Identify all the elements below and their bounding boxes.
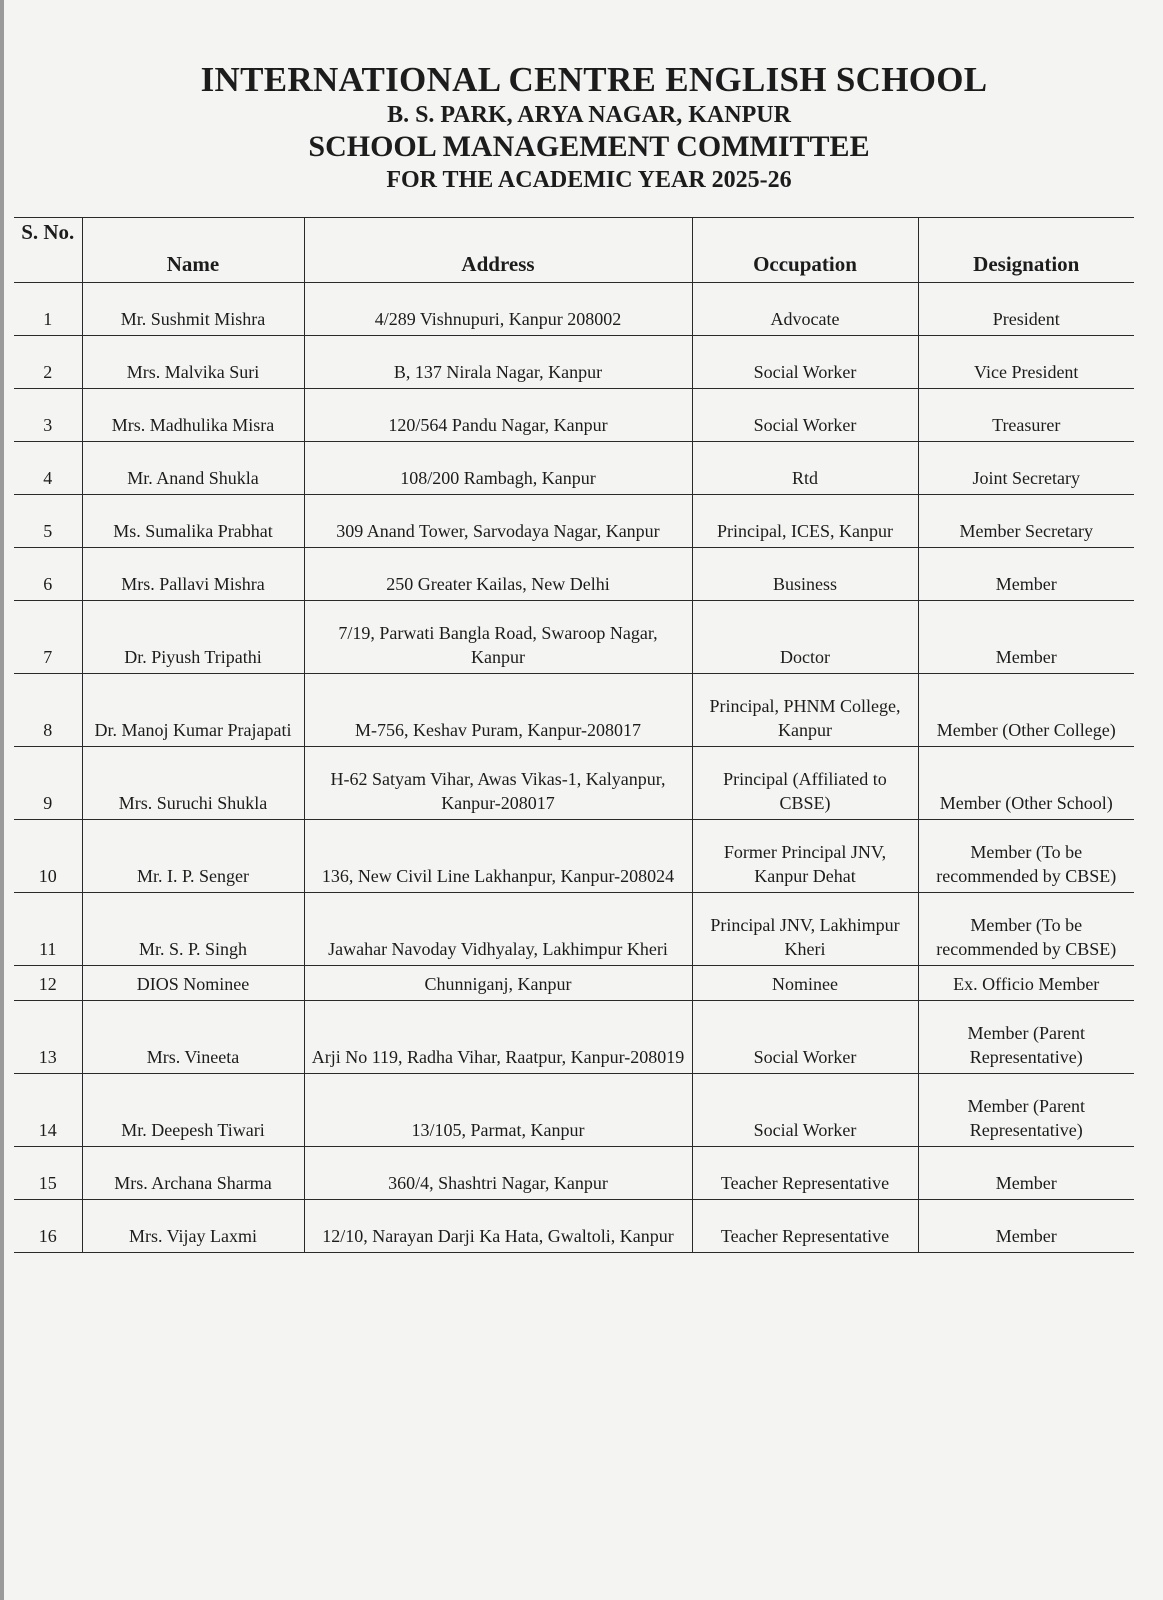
cell-address: 136, New Civil Line Lakhanpur, Kanpur-208024: [304, 820, 692, 893]
table-row: [14, 966, 1134, 1001]
cell-address: 309 Anand Tower, Sarvodaya Nagar, Kanpur: [304, 495, 692, 548]
cell-sno: 4: [14, 442, 82, 495]
cell-occupation: Doctor: [692, 601, 918, 674]
table-row: [14, 820, 1134, 893]
cell-occupation: Principal JNV, Lakhimpur Kheri: [692, 893, 918, 966]
cell-sno: 15: [14, 1147, 82, 1200]
cell-designation: Vice President: [918, 336, 1134, 389]
cell-designation: Member (Other School): [918, 747, 1134, 820]
table-row: [14, 1001, 1134, 1074]
table-row: [14, 336, 1134, 389]
cell-address: 250 Greater Kailas, New Delhi: [304, 548, 692, 601]
cell-address: 120/564 Pandu Nagar, Kanpur: [304, 389, 692, 442]
cell-name: Mr. Anand Shukla: [82, 442, 304, 495]
table-row: [14, 747, 1134, 820]
cell-name: Mrs. Malvika Suri: [82, 336, 304, 389]
school-name: INTERNATIONAL CENTRE ENGLISH SCHOOL: [200, 60, 988, 99]
cell-designation: Member: [918, 548, 1134, 601]
cell-sno: 9: [14, 747, 82, 820]
table-row: [14, 893, 1134, 966]
cell-address: 13/105, Parmat, Kanpur: [304, 1074, 692, 1147]
cell-occupation: Principal, PHNM College, Kanpur: [692, 674, 918, 747]
cell-sno: 16: [14, 1200, 82, 1253]
cell-address: B, 137 Nirala Nagar, Kanpur: [304, 336, 692, 389]
cell-designation: Treasurer: [918, 389, 1134, 442]
cell-address: 4/289 Vishnupuri, Kanpur 208002: [304, 283, 692, 336]
header-address: Address: [304, 218, 692, 283]
cell-name: Mrs. Pallavi Mishra: [82, 548, 304, 601]
cell-address: 108/200 Rambagh, Kanpur: [304, 442, 692, 495]
cell-designation: Member: [918, 601, 1134, 674]
cell-occupation: Social Worker: [692, 1001, 918, 1074]
school-address: B. S. PARK, ARYA NAGAR, KANPUR: [387, 102, 791, 128]
scan-edge: [0, 0, 4, 1600]
cell-name: Mrs. Madhulika Misra: [82, 389, 304, 442]
cell-occupation: Business: [692, 548, 918, 601]
academic-year: FOR THE ACADEMIC YEAR 2025-26: [386, 167, 792, 193]
cell-occupation: Social Worker: [692, 1074, 918, 1147]
cell-sno: 8: [14, 674, 82, 747]
table-row: [14, 1074, 1134, 1147]
document-header: [0, 60, 1163, 196]
cell-designation: Member (Other College): [918, 674, 1134, 747]
cell-address: M-756, Keshav Puram, Kanpur-208017: [304, 674, 692, 747]
cell-name: Ms. Sumalika Prabhat: [82, 495, 304, 548]
header-occupation: Occupation: [692, 218, 918, 283]
header-designation: Designation: [918, 218, 1134, 283]
cell-name: Mrs. Archana Sharma: [82, 1147, 304, 1200]
cell-name: Mrs. Vijay Laxmi: [82, 1200, 304, 1253]
cell-occupation: Former Principal JNV, Kanpur Dehat: [692, 820, 918, 893]
cell-name: Mr. Sushmit Mishra: [82, 283, 304, 336]
cell-occupation: Rtd: [692, 442, 918, 495]
cell-name: Mrs. Vineeta: [82, 1001, 304, 1074]
table-row: [14, 674, 1134, 747]
cell-address: Chunniganj, Kanpur: [304, 966, 692, 1001]
cell-name: Dr. Manoj Kumar Prajapati: [82, 674, 304, 747]
committee-table: [14, 217, 1134, 1253]
table-row: [14, 548, 1134, 601]
cell-occupation: Social Worker: [692, 389, 918, 442]
cell-name: Mr. S. P. Singh: [82, 893, 304, 966]
cell-sno: 14: [14, 1074, 82, 1147]
cell-occupation: Teacher Representative: [692, 1147, 918, 1200]
cell-designation: Member (To be recommended by CBSE): [918, 820, 1134, 893]
cell-name: Dr. Piyush Tripathi: [82, 601, 304, 674]
header-name: Name: [82, 218, 304, 283]
cell-occupation: Nominee: [692, 966, 918, 1001]
table-row: [14, 601, 1134, 674]
table-row: [14, 1147, 1134, 1200]
committee-title: SCHOOL MANAGEMENT COMMITTEE: [308, 130, 870, 163]
cell-address: Jawahar Navoday Vidhyalay, Lakhimpur Kheri: [304, 893, 692, 966]
table-row: [14, 1200, 1134, 1253]
cell-name: Mrs. Suruchi Shukla: [82, 747, 304, 820]
cell-address: Arji No 119, Radha Vihar, Raatpur, Kanpur-208019: [304, 1001, 692, 1074]
cell-address: 12/10, Narayan Darji Ka Hata, Gwaltoli, Kanpur: [304, 1200, 692, 1253]
cell-designation: Member (Parent Representative): [918, 1074, 1134, 1147]
table-header-row: [14, 218, 1134, 283]
header-sno: S. No.: [14, 218, 82, 283]
cell-sno: 7: [14, 601, 82, 674]
cell-designation: Member Secretary: [918, 495, 1134, 548]
cell-sno: 10: [14, 820, 82, 893]
cell-occupation: Advocate: [692, 283, 918, 336]
table-row: [14, 495, 1134, 548]
cell-sno: 1: [14, 283, 82, 336]
cell-name: Mr. Deepesh Tiwari: [82, 1074, 304, 1147]
cell-occupation: Principal, ICES, Kanpur: [692, 495, 918, 548]
cell-designation: Member (To be recommended by CBSE): [918, 893, 1134, 966]
cell-occupation: Teacher Representative: [692, 1200, 918, 1253]
table-row: [14, 389, 1134, 442]
table-row: [14, 442, 1134, 495]
cell-sno: 11: [14, 893, 82, 966]
cell-sno: 6: [14, 548, 82, 601]
cell-occupation: Social Worker: [692, 336, 918, 389]
cell-designation: President: [918, 283, 1134, 336]
cell-designation: Member: [918, 1147, 1134, 1200]
cell-sno: 13: [14, 1001, 82, 1074]
cell-address: 7/19, Parwati Bangla Road, Swaroop Nagar, Kanpur: [304, 601, 692, 674]
cell-name: DIOS Nominee: [82, 966, 304, 1001]
cell-designation: Member: [918, 1200, 1134, 1253]
cell-designation: Joint Secretary: [918, 442, 1134, 495]
table-row: [14, 283, 1134, 336]
cell-sno: 3: [14, 389, 82, 442]
cell-address: H-62 Satyam Vihar, Awas Vikas-1, Kalyanpur, Kanpur-208017: [304, 747, 692, 820]
cell-name: Mr. I. P. Senger: [82, 820, 304, 893]
cell-occupation: Principal (Affiliated to CBSE): [692, 747, 918, 820]
cell-sno: 2: [14, 336, 82, 389]
cell-designation: Ex. Officio Member: [918, 966, 1134, 1001]
cell-sno: 5: [14, 495, 82, 548]
cell-sno: 12: [14, 966, 82, 1001]
cell-designation: Member (Parent Representative): [918, 1001, 1134, 1074]
cell-address: 360/4, Shashtri Nagar, Kanpur: [304, 1147, 692, 1200]
